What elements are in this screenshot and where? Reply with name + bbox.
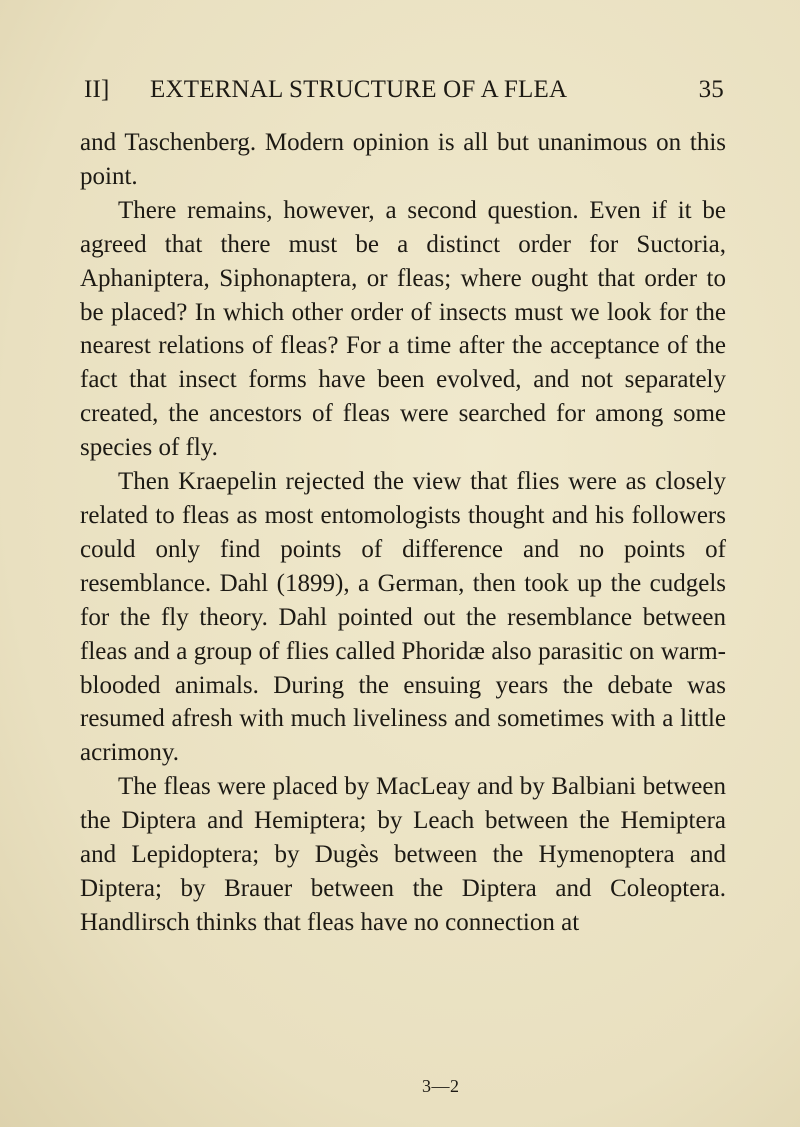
page-number: 35	[698, 76, 724, 103]
page-body	[80, 126, 726, 940]
chapter-number: II]	[84, 76, 110, 103]
paragraph-3: Then Kraepelin rejected the view that flies were as closely related to fleas as most entomologists thought and his followers could only find points of difference and no points of resemblance. Dahl (1899), a German, then took up the cudgels for the fly theory. Dahl pointed out the resemblance between fleas and a group of flies called Phoridæ also parasitic on warm-blooded animals. During the ensuing years the debate was resumed afresh with much liveliness and sometimes with a little acrimony.	[80, 468, 726, 767]
signature-mark: 3—2	[422, 1076, 460, 1096]
paragraph-1: and Taschenberg. Modern opinion is all but unanimous on this point.	[80, 129, 726, 190]
running-header	[84, 76, 724, 116]
paragraph-4: The fleas were placed by MacLeay and by Balbiani between the Diptera and Hemiptera; by Leach between the Hemiptera and Lepidoptera; by Dugès between the Hymenoptera and Diptera; by Brauer between the Diptera and Coleoptera. Handlirsch thinks that fleas have no connection at	[80, 773, 726, 936]
paragraph-2: There remains, however, a second question. Even if it be agreed that there must be a distinct order for Suctoria, Aphaniptera, Siphonaptera, or fleas; where ought that order to be placed? In which other order of insects must we look for the nearest relations of fleas? For a time after the acceptance of the fact that insect forms have been evolved, and not separately created, the ancestors of fleas were searched for among some species of fly.	[80, 196, 726, 462]
running-title: EXTERNAL STRUCTURE OF A FLEA	[150, 76, 568, 103]
